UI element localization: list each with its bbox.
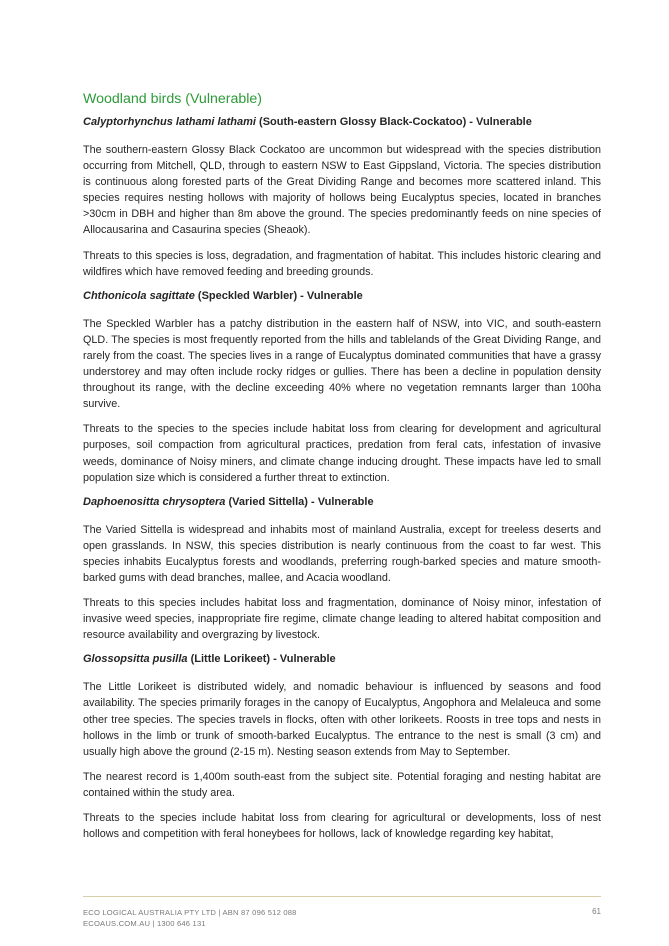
paragraph: Threats to this species is loss, degradation, and fragmentation of habitat. This includes historic clearing and wildfires which have removed feeding and breeding grounds. bbox=[83, 249, 601, 278]
footer-contact-line: ECOAUS.COM.AU | 1300 646 131 bbox=[83, 919, 206, 928]
paragraph: Threats to the species include habitat loss from clearing for agricultural or developments, loss of nest hollows and competition with feral honeybees for hollows, lack of knowledge regarding key habitat, bbox=[83, 812, 601, 841]
scientific-name: Calyptorhynchus lathami lathami bbox=[83, 116, 256, 128]
species-block-speckled-warbler bbox=[83, 289, 601, 486]
species-heading bbox=[83, 495, 601, 510]
paragraph: The Speckled Warbler has a patchy distribution in the eastern half of NSW, into VIC, and south-eastern QLD. The species is most frequently reported from the hills and tablelands of the Great Dividing Range, and rarely from the coast. The species lives in a range of Eucalyptus dominated communities that have a grassy understorey and may often include rocky ridges or gullies. There has been a decline in population density throughout its range, with the decline exceeding 40% where no vegetation remnants larger than 100ha survive. bbox=[83, 317, 601, 411]
page-footer bbox=[83, 896, 601, 929]
document-body bbox=[83, 90, 601, 851]
scientific-name: Glossopsitta pusilla bbox=[83, 653, 188, 666]
paragraph: Threats to this species includes habitat loss and fragmentation, dominance of Noisy minor, infestation of invasive weed species, inappropriate fire regime, climate change leading to altered habitat composition and resource availability and overgrazing by livestock. bbox=[83, 597, 601, 642]
paragraph: The Little Lorikeet is distributed widely, and nomadic behaviour is influenced by seasons and food availability. The species primarily forages in the canopy of Eucalyptus, Angophora and Melaleuca and some other tree species. The species travels in flocks, often with other lorikeets. Roosts in tree tops and nests in hollows in the limb or trunk of smooth-barked Eucalyptus. The entrance to the nest is small (3 cm) and usually high above the ground (2-15 m). Nesting season extends from May to September. bbox=[83, 681, 601, 758]
common-name-status: (Little Lorikeet) - Vulnerable bbox=[187, 653, 336, 666]
scientific-name: Chthonicola sagittate bbox=[83, 289, 195, 302]
common-name-status: (Speckled Warbler) - Vulnerable bbox=[194, 289, 363, 302]
species-heading bbox=[83, 115, 601, 130]
page-number: 61 bbox=[592, 907, 601, 916]
paragraph: The Varied Sittella is widespread and inhabits most of mainland Australia, except for treeless deserts and open grasslands. In NSW, this species distribution is nearly continuous from the coast to far west. This species inhabits Eucalyptus forests and woodlands, preferring rough-barked species and mature smooth-barked gums with dead branches, mallee, and Acacia woodland. bbox=[83, 523, 601, 584]
paragraph: The nearest record is 1,400m south-east from the subject site. Potential foraging and nesting habitat are contained within the study area. bbox=[83, 770, 601, 799]
paragraph: The southern-eastern Glossy Black Cockatoo are uncommon but widespread with the species distribution occurring from Mitchell, QLD, through to eastern NSW to East Gippsland, Victoria. The species distribution is continuous along forested parts of the Great Dividing Range and becomes more scattered inland. This species requires nesting hollows with majority of hollows being Eucalyptus species, located in branches >30cm in DBH and higher than 8m above the ground. The species predominantly feeds on nine species of Allocausarina and Casaurina species (Sheaok). bbox=[83, 144, 601, 237]
species-block-varied-sittella bbox=[83, 495, 601, 644]
species-block-glossy-black-cockatoo bbox=[83, 115, 601, 280]
paragraph: Threats to the species to the species include habitat loss from clearing for development and agricultural purposes, soil compaction from agricultural practices, predation from feral cats, infestation of invasive weeds, dominance of Noisy miners, and climate change inducing drought. These impacts have led to small population size which is considered a further threat to extinction. bbox=[83, 423, 601, 484]
common-name-status: (South-eastern Glossy Black-Cockatoo) - Vulnerable bbox=[255, 116, 532, 128]
species-heading bbox=[83, 289, 601, 304]
common-name-status: (Varied Sittella) - Vulnerable bbox=[225, 495, 374, 508]
scientific-name: Daphoenositta chrysoptera bbox=[83, 495, 226, 508]
footer-company-line: ECO LOGICAL AUSTRALIA PTY LTD | ABN 87 096 512 088 bbox=[83, 908, 297, 917]
species-heading bbox=[83, 652, 601, 667]
section-title: Woodland birds (Vulnerable) bbox=[83, 91, 263, 107]
species-block-little-lorikeet bbox=[83, 652, 601, 842]
